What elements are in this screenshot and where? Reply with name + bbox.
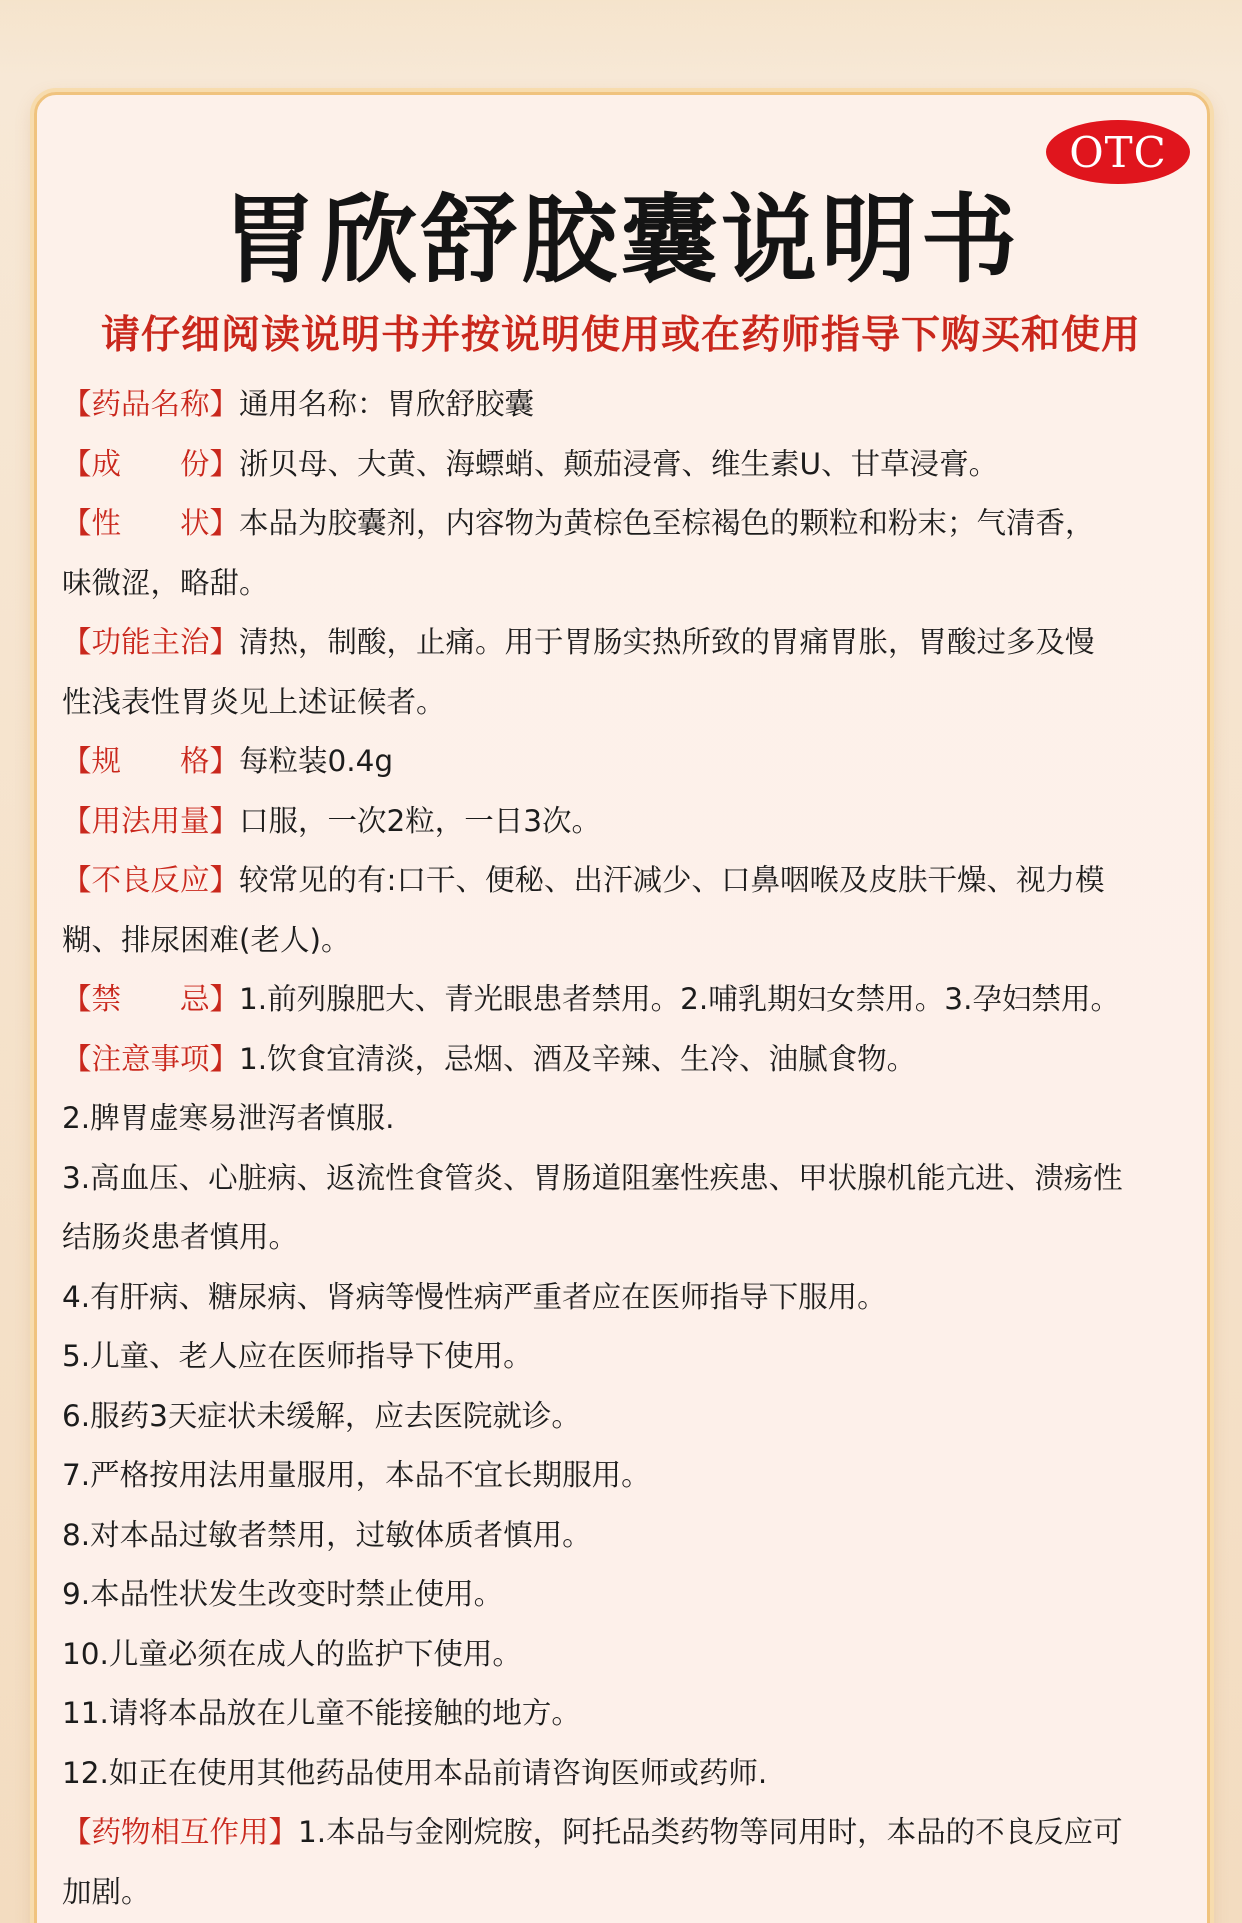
section-text: 结肠炎患者慎用。 <box>62 1220 299 1254</box>
section-label: 【规 格】 <box>62 744 240 778</box>
section-text: 10.儿童必须在成人的监护下使用。 <box>62 1636 522 1671</box>
page-title: 胃欣舒胶囊说明书 <box>221 184 1021 296</box>
text-line <box>62 1030 1192 1090</box>
text-line <box>62 1208 1192 1268</box>
text-line <box>62 1446 1192 1506</box>
section-text: 口服，一次2粒，一日3次。 <box>239 803 602 838</box>
text-line <box>62 1625 1192 1685</box>
section-text: 性浅表性胃炎见上述证候者。 <box>62 684 446 719</box>
text-line <box>62 435 1192 495</box>
section-text: 味微涩，略甜。 <box>62 565 269 600</box>
section-label: 【功能主治】 <box>62 625 240 659</box>
text-line <box>62 851 1192 911</box>
section-label: 【成 份】 <box>62 446 240 481</box>
text-line <box>62 970 1192 1030</box>
text-line <box>62 613 1192 673</box>
section-label: 【不良反应】 <box>62 863 240 897</box>
section-text: 12.如正在使用其他药品使用本品前请咨询医师或药师. <box>62 1755 768 1790</box>
text-line <box>62 554 1192 614</box>
section-label: 【性 状】 <box>62 506 240 540</box>
section-text: 通用名称：胃欣舒胶囊 <box>239 387 535 421</box>
otc-badge: OTC <box>1046 120 1190 184</box>
section-text: 11.请将本品放在儿童不能接触的地方。 <box>62 1696 581 1730</box>
text-line <box>62 1506 1192 1566</box>
text-line <box>62 1684 1192 1744</box>
section-text: 清热，制酸，止痛。用于胃肠实热所致的胃痛胃胀，胃酸过多及慢 <box>239 625 1095 659</box>
section-label: 【注意事项】 <box>62 1041 240 1076</box>
text-line <box>62 1089 1192 1149</box>
section-text: 每粒装0.4g <box>239 744 394 778</box>
text-line <box>62 1149 1192 1209</box>
text-line <box>62 1744 1192 1804</box>
section-text: 浙贝母、大黄、海螵蛸、颠茄浸膏、维生素U、甘草浸膏。 <box>239 446 999 481</box>
section-text: 5.儿童、老人应在医师指导下使用。 <box>62 1339 533 1373</box>
reading-notice: 请仔细阅读说明书并按说明使用或在药师指导下购买和使用 <box>100 313 1141 358</box>
text-line <box>62 732 1192 792</box>
text-line <box>62 673 1192 733</box>
text-line <box>62 1803 1192 1863</box>
text-line <box>62 792 1192 852</box>
text-line <box>62 911 1192 971</box>
section-label: 【用法用量】 <box>62 803 240 838</box>
section-label: 【禁 忌】 <box>62 982 240 1016</box>
text-line <box>62 1268 1192 1328</box>
section-text: 1.前列腺肥大、青光眼患者禁用。2.哺乳期妇女禁用。3.孕妇禁用。 <box>239 982 1120 1016</box>
text-line <box>62 1863 1192 1923</box>
instruction-body <box>62 375 1192 1922</box>
section-text: 3.高血压、心脏病、返流性食管炎、胃肠道阻塞性疾患、甲状腺机能亢进、溃疡性 <box>62 1160 1123 1195</box>
section-text: 1.本品与金刚烷胺，阿托品类药物等同用时，本品的不良反应可 <box>298 1815 1123 1849</box>
text-line <box>62 494 1192 554</box>
section-label: 【药物相互作用】 <box>62 1815 299 1849</box>
section-text: 6.服药3天症状未缓解，应去医院就诊。 <box>62 1398 581 1433</box>
section-text: 本品为胶囊剂，内容物为黄棕色至棕褐色的颗粒和粉末；气清香， <box>239 506 1095 540</box>
section-label: 【药品名称】 <box>62 387 240 421</box>
section-text: 糊、排尿困难(老人)。 <box>62 922 351 957</box>
section-text: 8.对本品过敏者禁用，过敏体质者慎用。 <box>62 1517 592 1552</box>
section-text: 7.严格按用法用量服用，本品不宜长期服用。 <box>62 1458 651 1492</box>
section-text: 较常见的有:口干、便秘、出汗减少、口鼻咽喉及皮肤干燥、视力模 <box>239 863 1105 897</box>
text-line <box>62 1327 1192 1387</box>
section-text: 加剧。 <box>62 1874 151 1909</box>
section-text: 9.本品性状发生改变时禁止使用。 <box>62 1577 504 1611</box>
text-line <box>62 375 1192 435</box>
section-text: 2.脾胃虚寒易泄泻者慎服. <box>62 1101 395 1135</box>
section-text: 4.有肝病、糖尿病、肾病等慢性病严重者应在医师指导下服用。 <box>62 1279 887 1314</box>
text-line <box>62 1565 1192 1625</box>
text-line <box>62 1387 1192 1447</box>
section-text: 1.饮食宜清淡，忌烟、酒及辛辣、生冷、油腻食物。 <box>239 1041 917 1076</box>
